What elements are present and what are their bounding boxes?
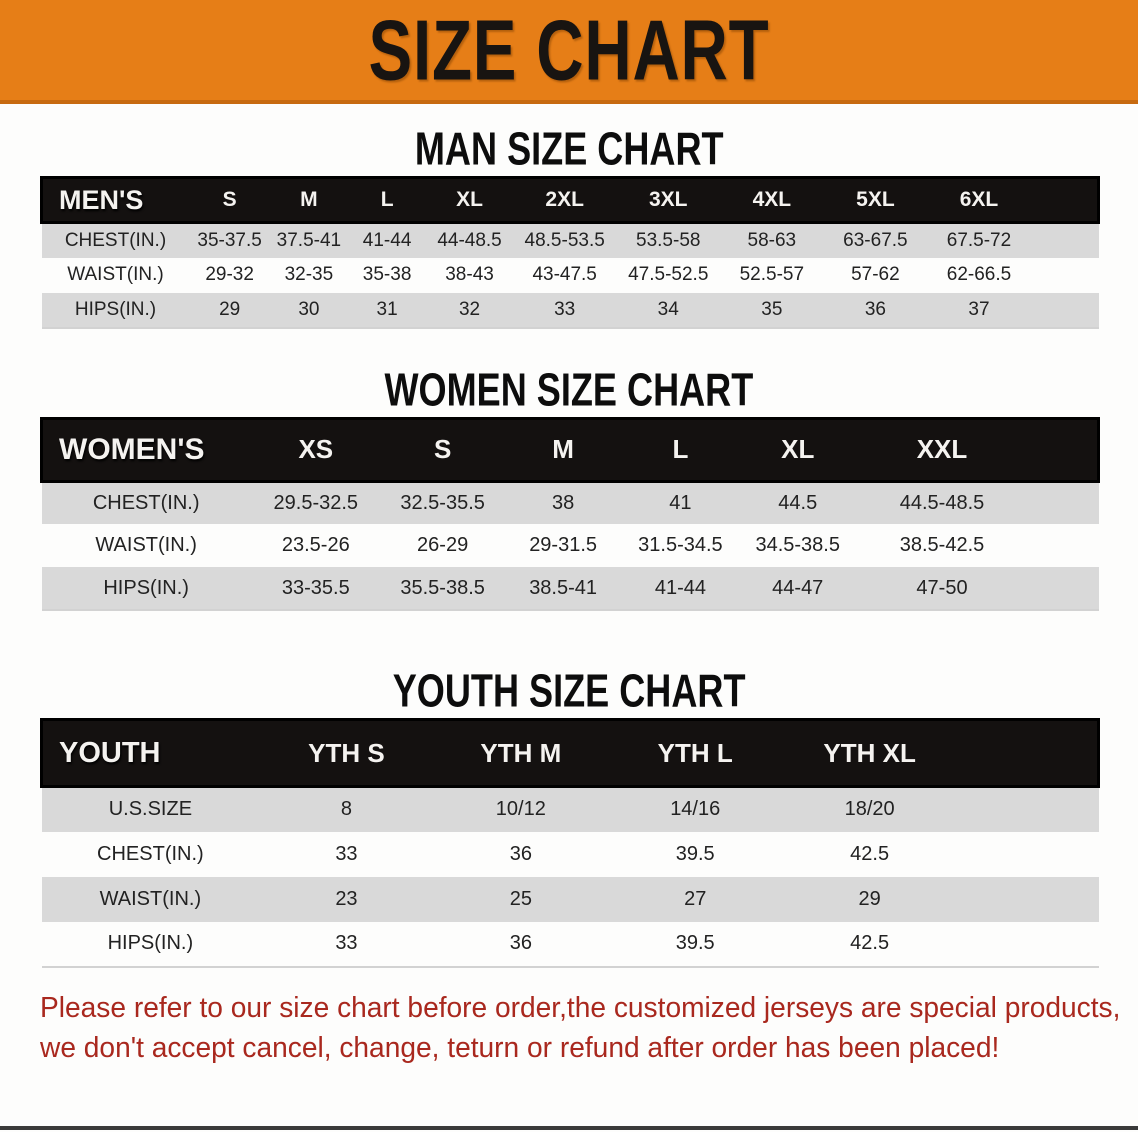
measurement-value: 53.5-58	[636, 229, 701, 251]
measurement-value: 38.5-42.5	[899, 534, 985, 556]
measurement-row-label: CHEST(IN.)	[92, 491, 200, 514]
youth-section-heading-text: YOUTH SIZE CHART	[392, 665, 746, 718]
measurement-value: 43-47.5	[532, 264, 597, 285]
measurement-value: 67.5-72	[946, 229, 1012, 251]
size-column-header: M	[270, 178, 348, 223]
measurement-value: 41-44	[654, 576, 706, 599]
measurement-value: 37	[968, 298, 990, 320]
measurement-value: 33	[335, 932, 358, 954]
measurement-value: 35-37.5	[197, 229, 262, 251]
size-column-header: 2XL	[513, 178, 617, 223]
table-corner-label: WOMEN'S	[42, 418, 251, 481]
measurement-value: 38	[551, 491, 575, 514]
measurement-value: 29-32	[205, 264, 254, 285]
measurement-value: 25	[509, 887, 532, 910]
measurement-row-label: WAIST(IN.)	[95, 534, 197, 556]
spacer-cell	[1031, 293, 1099, 328]
measurement-row-label: WAIST(IN.)	[67, 264, 164, 285]
spacer-cell	[1028, 418, 1099, 481]
measurement-value: 27	[684, 887, 707, 910]
measurement-value: 47-50	[916, 576, 968, 599]
table-row	[42, 832, 1099, 877]
spacer-cell	[1028, 567, 1099, 610]
women-section-heading	[0, 365, 1138, 417]
table-row	[42, 787, 1099, 832]
measurement-value: 39.5	[675, 932, 715, 954]
measurement-row-label: CHEST(IN.)	[97, 842, 204, 865]
spacer-cell	[957, 877, 1099, 922]
spacer-cell	[1031, 178, 1099, 223]
women-size-table	[40, 417, 1100, 612]
table-corner-label: MEN'S	[42, 178, 190, 223]
table-row	[42, 567, 1099, 610]
measurement-value: 62-66.5	[946, 264, 1012, 285]
measurement-value: 31	[376, 298, 398, 320]
table-corner-label: YOUTH	[42, 720, 260, 787]
measurement-value: 39.5	[675, 842, 715, 865]
measurement-row-label: HIPS(IN.)	[107, 932, 194, 954]
measurement-value: 32-35	[284, 264, 334, 285]
size-column-header: L	[348, 178, 426, 223]
youth-size-table	[40, 718, 1100, 968]
measurement-value: 35.5-38.5	[400, 576, 485, 599]
measurement-value: 58-63	[747, 229, 797, 251]
measurement-value: 44-47	[772, 576, 824, 599]
table-row	[42, 258, 1099, 293]
measurement-value: 52.5-57	[739, 264, 805, 285]
spacer-cell	[1031, 258, 1099, 293]
measurement-row-label: U.S.SIZE	[108, 798, 193, 821]
table-row	[42, 922, 1099, 967]
measurement-value: 36	[509, 932, 532, 954]
orange-title-banner	[0, 0, 1138, 104]
table-row	[42, 877, 1099, 922]
measurement-value: 47.5-52.5	[628, 264, 709, 285]
size-header-band	[42, 720, 1099, 787]
size-header-band	[42, 418, 1099, 481]
size-column-header: S	[381, 418, 505, 481]
measurement-value: 18/20	[844, 798, 895, 821]
measurement-value: 23	[335, 887, 358, 910]
measurement-value: 29.5-32.5	[273, 491, 359, 514]
measurement-value: 33	[554, 298, 576, 320]
measurement-value: 44.5	[778, 491, 818, 514]
spacer-cell	[957, 720, 1099, 787]
man-section-heading	[0, 124, 1138, 176]
measurement-value: 57-62	[851, 264, 900, 285]
measurement-value: 32	[458, 298, 481, 320]
measurement-value: 10/12	[495, 798, 546, 821]
table-row	[42, 524, 1099, 567]
measurement-value: 44-48.5	[437, 229, 502, 251]
measurement-value: 33	[335, 842, 358, 865]
spacer-cell	[957, 922, 1099, 967]
disclaimer-line-2: we don't accept cancel, change, teturn or refund after order has been placed!	[40, 1031, 1000, 1064]
measurement-value: 29	[858, 887, 881, 910]
measurement-value: 23.5-26	[281, 534, 350, 556]
table-row	[42, 293, 1099, 328]
size-column-header: YTH L	[608, 720, 782, 787]
measurement-value: 41	[669, 491, 692, 514]
measurement-value: 33-35.5	[281, 576, 350, 599]
page-title: SIZE CHART	[368, 2, 770, 98]
size-column-header: YTH M	[434, 720, 608, 787]
measurement-value: 41-44	[362, 229, 412, 251]
size-column-header: 4XL	[720, 178, 824, 223]
size-column-header: YTH S	[259, 720, 433, 787]
youth-section-heading	[0, 666, 1138, 718]
measurement-row-label: CHEST(IN.)	[64, 229, 167, 251]
measurement-value: 63-67.5	[843, 229, 908, 251]
measurement-value: 26-29	[417, 534, 469, 556]
size-column-header: XS	[251, 418, 381, 481]
measurement-value: 36	[864, 298, 886, 320]
measurement-value: 31.5-34.5	[638, 534, 723, 556]
size-column-header: L	[622, 418, 739, 481]
size-column-header: 3XL	[616, 178, 720, 223]
measurement-value: 34	[657, 298, 679, 320]
measurement-value: 42.5	[850, 932, 890, 954]
size-column-header: XL	[426, 178, 513, 223]
measurement-value: 34.5-38.5	[755, 534, 840, 556]
size-column-header: M	[504, 418, 621, 481]
spacer-cell	[1028, 481, 1099, 524]
measurement-value: 8	[340, 798, 352, 821]
table-row	[42, 223, 1099, 258]
size-column-header: 5XL	[824, 178, 928, 223]
size-header-band	[42, 178, 1099, 223]
size-column-header: YTH XL	[782, 720, 956, 787]
table-row	[42, 481, 1099, 524]
measurement-value: 37.5-41	[276, 229, 342, 251]
measurement-value: 48.5-53.5	[524, 229, 605, 251]
measurement-value: 35-38	[362, 264, 412, 285]
measurement-value: 29-31.5	[529, 534, 598, 556]
bottom-divider	[0, 1126, 1138, 1130]
measurement-value: 44.5-48.5	[899, 491, 985, 514]
spacer-cell	[957, 787, 1099, 832]
size-column-header: XL	[739, 418, 856, 481]
measurement-value: 38.5-41	[529, 576, 598, 599]
measurement-value: 29	[219, 298, 241, 320]
measurement-value: 30	[298, 298, 320, 320]
measurement-value: 32.5-35.5	[400, 491, 485, 514]
size-column-header: 6XL	[927, 178, 1031, 223]
order-disclaimer	[40, 988, 1121, 1068]
size-column-header: S	[189, 178, 269, 223]
measurement-value: 14/16	[670, 798, 721, 821]
measurement-value: 36	[509, 842, 532, 865]
women-section-heading-text: WOMEN SIZE CHART	[384, 364, 754, 416]
measurement-row-label: HIPS(IN.)	[74, 298, 157, 320]
measurement-row-label: HIPS(IN.)	[103, 576, 189, 599]
man-section-heading-text: MAN SIZE CHART	[414, 123, 724, 176]
disclaimer-line-1: Please refer to our size chart before order,the customized jerseys are special products,	[40, 991, 1121, 1024]
men-size-table	[40, 176, 1100, 329]
spacer-cell	[1031, 223, 1099, 258]
size-column-header: XXL	[856, 418, 1027, 481]
measurement-value: 35	[761, 298, 783, 320]
measurement-row-label: WAIST(IN.)	[99, 887, 202, 910]
measurement-value: 38-43	[445, 264, 494, 285]
spacer-cell	[957, 832, 1099, 877]
measurement-value: 42.5	[850, 842, 890, 865]
spacer-cell	[1028, 524, 1099, 567]
